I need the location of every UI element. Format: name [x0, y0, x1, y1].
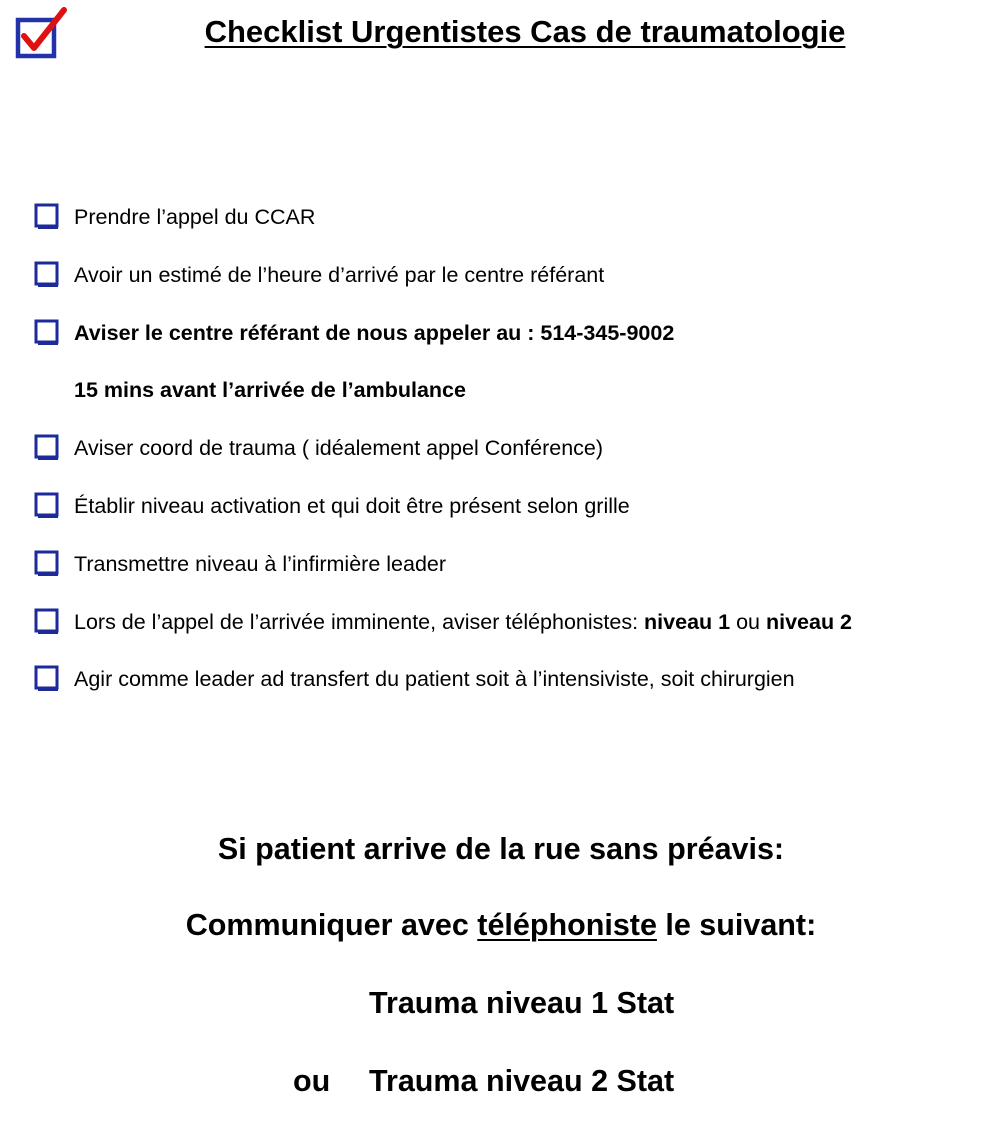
trauma-level-1-stat: Trauma niveau 1 Stat	[369, 986, 675, 1020]
checkbox-icon[interactable]	[34, 318, 59, 346]
checkbox-icon[interactable]	[34, 260, 59, 288]
checkbox-icon[interactable]	[34, 491, 59, 519]
checkbox-icon[interactable]	[34, 664, 59, 692]
checklist-item-label-start: Lors de l’appel de l’arrivée imminente, aviser téléphonistes:	[74, 609, 645, 634]
checklist-item-label	[74, 607, 852, 637]
level-1-text: niveau 1	[644, 609, 731, 634]
trauma-level-2-stat: Trauma niveau 2 Stat	[369, 1064, 675, 1098]
or-label: ou	[293, 1064, 331, 1098]
checklist-item-continuation	[34, 375, 994, 433]
checklist-item[interactable]	[34, 549, 994, 607]
page-title: Checklist Urgentistes Cas de traumatologie	[204, 14, 846, 49]
checklist-item[interactable]	[34, 433, 994, 491]
checkbox-icon[interactable]	[34, 202, 59, 230]
checklist-item[interactable]	[34, 664, 994, 722]
communicate-instruction	[0, 908, 1002, 943]
checklist-item-label: Transmettre niveau à l’infirmière leader	[74, 551, 447, 576]
checklist-item-continuation-label: 15 mins avant l’arrivée de l’ambulance	[74, 378, 466, 403]
checklist-item-label: Aviser coord de trauma ( idéalement appel Conférence)	[74, 436, 604, 461]
checklist-item[interactable]	[34, 202, 994, 260]
telephonist-text: téléphoniste	[477, 908, 657, 942]
communicate-text-start: Communiquer avec	[185, 908, 478, 942]
checklist-item-label: Agir comme leader ad transfert du patient soit à l’intensiviste, soit chirurgien	[74, 667, 795, 692]
checklist-item-label: Aviser le centre référant de nous appeler au : 514-345-9002	[74, 320, 675, 345]
communicate-text-end: le suivant:	[656, 908, 817, 942]
checkbox-icon[interactable]	[34, 549, 59, 577]
checkbox-icon[interactable]	[34, 607, 59, 635]
level-2-text: niveau 2	[765, 609, 853, 634]
checklist-item-label: Établir niveau activation et qui doit être présent selon grille	[74, 493, 630, 518]
checkbox-icon[interactable]	[34, 433, 59, 461]
checklist	[34, 202, 994, 722]
checklist-item-label: Avoir un estimé de l’heure d’arrivé par le centre référant	[74, 262, 605, 287]
checklist-item[interactable]	[34, 607, 994, 665]
or-text: ou	[730, 609, 766, 634]
checklist-item[interactable]	[34, 491, 994, 549]
checklist-item[interactable]	[34, 260, 994, 318]
checklist-item[interactable]	[34, 318, 994, 376]
checklist-item-label: Prendre l’appel du CCAR	[74, 205, 316, 229]
walk-in-heading: Si patient arrive de la rue sans préavis:	[217, 832, 785, 866]
